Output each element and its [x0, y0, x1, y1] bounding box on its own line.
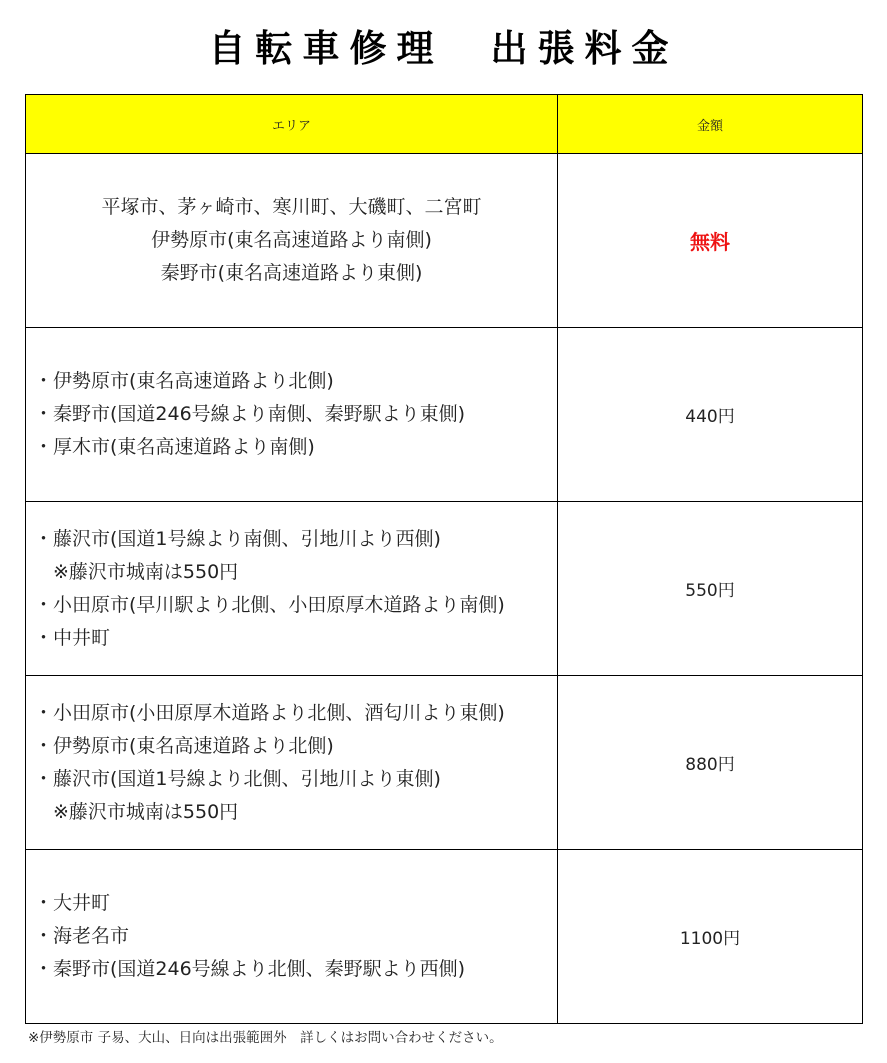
area-line: ・小田原市(小田原厚木道路より北側、酒匂川より東側): [34, 701, 505, 724]
price-value: 880円: [685, 755, 735, 775]
table-row: [26, 154, 863, 328]
area-line: ・伊勢原市(東名高速道路より北側): [34, 734, 334, 757]
area-cell: [26, 502, 558, 676]
price-cell: [558, 328, 863, 502]
area-line: ・厚木市(東名高速道路より南側): [34, 436, 315, 458]
price-value: 無料: [690, 230, 730, 254]
price-cell: [558, 154, 863, 328]
area-line: ・大井町: [34, 892, 111, 914]
price-cell: [558, 502, 863, 676]
area-cell: [26, 154, 558, 328]
fee-table: [25, 94, 863, 1024]
area-line: ・伊勢原市(東名高速道路より北側): [34, 370, 334, 392]
price-column-header: 金額: [558, 95, 863, 154]
price-cell: [558, 676, 863, 850]
area-note-line: ※藤沢市城南は550円: [34, 560, 239, 583]
area-line: ・秦野市(国道246号線より北側、秦野駅より西側): [34, 958, 466, 980]
area-note-line: ※藤沢市城南は550円: [34, 800, 239, 823]
area-line: ・小田原市(早川駅より北側、小田原厚木道路より南側): [34, 593, 505, 616]
price-cell: [558, 850, 863, 1024]
table-row: [26, 850, 863, 1024]
price-value: 1100円: [679, 929, 741, 949]
table-row: [26, 328, 863, 502]
area-column-header: エリア: [26, 95, 558, 154]
area-cell: [26, 676, 558, 850]
table-row: [26, 502, 863, 676]
area-line: ・海老名市: [34, 925, 130, 947]
area-line: ・藤沢市(国道1号線より北側、引地川より東側): [34, 767, 441, 790]
table-row: [26, 676, 863, 850]
area-cell: [26, 328, 558, 502]
table-header-row: [26, 95, 863, 154]
area-line: ・藤沢市(国道1号線より南側、引地川より西側): [34, 527, 441, 550]
price-value: 440円: [685, 407, 735, 427]
area-cell: [26, 850, 558, 1024]
page-title: 自転車修理 出張料金: [208, 27, 679, 70]
area-line: 秦野市(東名高速道路より東側): [160, 262, 423, 284]
area-line: 伊勢原市(東名高速道路より南側): [151, 229, 432, 251]
area-line: ・秦野市(国道246号線より南側、秦野駅より東側): [34, 403, 466, 425]
area-line: 平塚市、茅ヶ崎市、寒川町、大磯町、二宮町: [101, 196, 482, 218]
area-line: ・中井町: [34, 626, 111, 649]
footnote: ※伊勢原市 子易、大山、日向は出張範囲外 詳しくはお問い合わせください。: [28, 1030, 503, 1046]
price-value: 550円: [685, 581, 735, 601]
